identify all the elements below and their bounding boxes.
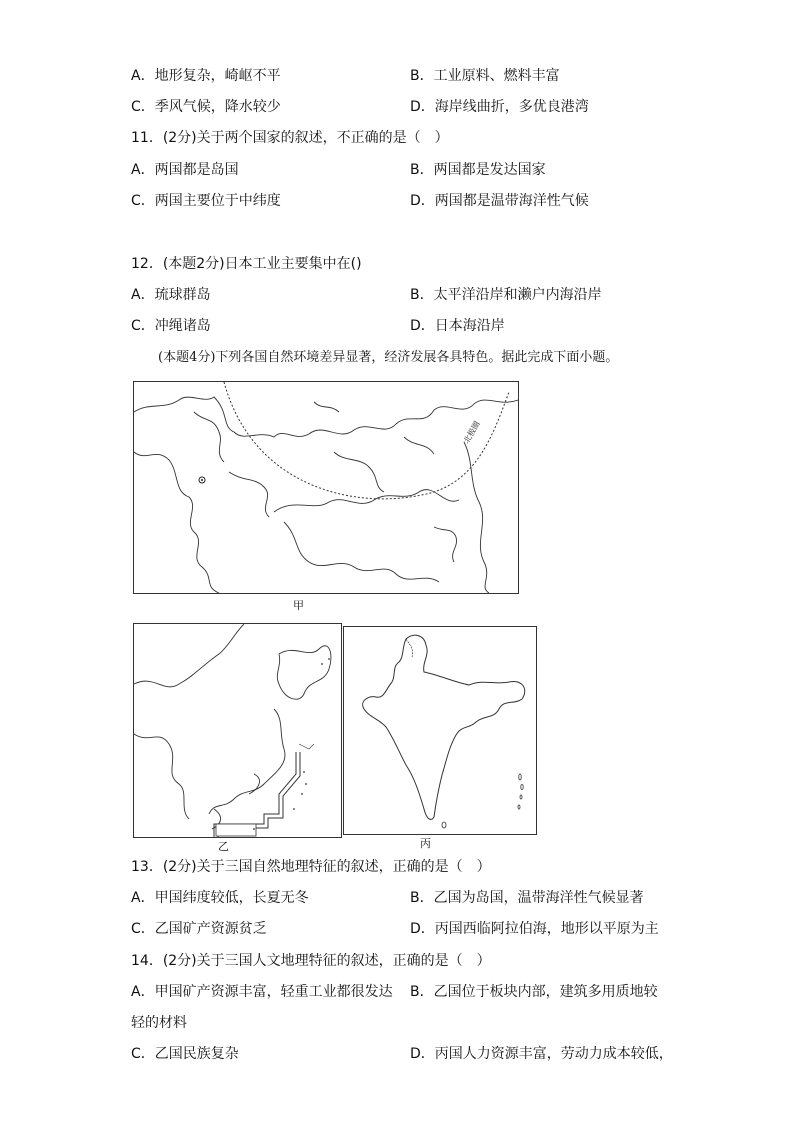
q10-option-c: C．季风气候，降水较少 xyxy=(131,99,281,115)
map-bing-caption: 丙 xyxy=(420,837,431,850)
map-bing xyxy=(343,626,537,835)
q14-option-b-line1: B．乙国位于板块内部，建筑多用质地较 xyxy=(410,984,658,1000)
q13-option-c: C．乙国矿产资源贫乏 xyxy=(131,921,267,937)
russia-map-drawing xyxy=(134,382,518,593)
map-jia xyxy=(133,381,519,594)
q11-stem: 11．(2分)关于两个国家的叙述，不正确的是（ ） xyxy=(131,130,449,146)
q14-option-a: A．甲国矿产资源丰富，轻重工业都很发达 xyxy=(131,984,393,1000)
india-map-drawing xyxy=(344,627,536,834)
map-yi-caption: 乙 xyxy=(218,840,229,853)
q11-option-d: D．两国都是温带海洋性气候 xyxy=(410,193,589,209)
q12-stem: 12．(本题2分)日本工业主要集中在() xyxy=(131,256,362,272)
q13-option-a: A．甲国纬度较低，长夏无冬 xyxy=(131,890,309,906)
arctic-circle-label: 北极圈 xyxy=(461,419,482,445)
q11-option-c: C．两国主要位于中纬度 xyxy=(131,193,281,209)
q14-stem: 14．(2分)关于三国人文地理特征的叙述，正确的是（ ） xyxy=(131,953,491,969)
map-yi xyxy=(133,623,342,838)
map-jia-caption: 甲 xyxy=(293,599,304,612)
q12-option-d: D．日本海沿岸 xyxy=(410,318,505,334)
q10-option-d: D．海岸线曲折，多优良港湾 xyxy=(410,99,589,115)
q11-option-a: A．两国都是岛国 xyxy=(131,162,239,178)
q12-option-b: B．太平洋沿岸和濑户内海沿岸 xyxy=(410,287,602,303)
q13-option-d: D．丙国西临阿拉伯海，地形以平原为主 xyxy=(410,921,659,937)
q14-option-b-line2: 轻的材料 xyxy=(131,1015,187,1031)
q11-option-b: B．两国都是发达国家 xyxy=(410,162,546,178)
q12-option-c: C．冲绳诸岛 xyxy=(131,318,211,334)
passage-intro: (本题4分)下列各国自然环境差异显著，经济发展各具特色。据此完成下面小题。 xyxy=(158,350,619,365)
q10-option-a: A．地形复杂，崎岖不平 xyxy=(131,68,281,84)
q12-option-a: A．琉球群岛 xyxy=(131,287,211,303)
q13-option-b: B．乙国为岛国，温带海洋性气候显著 xyxy=(410,890,644,906)
q14-option-c: C．乙国民族复杂 xyxy=(131,1046,239,1062)
japan-map-drawing xyxy=(134,624,341,837)
q10-option-b: B．工业原料、燃料丰富 xyxy=(410,68,560,84)
q13-stem: 13．(2分)关于三国自然地理特征的叙述，正确的是（ ） xyxy=(131,859,491,875)
q14-option-d: D．丙国人力资源丰富，劳动力成本较低， xyxy=(410,1046,673,1062)
